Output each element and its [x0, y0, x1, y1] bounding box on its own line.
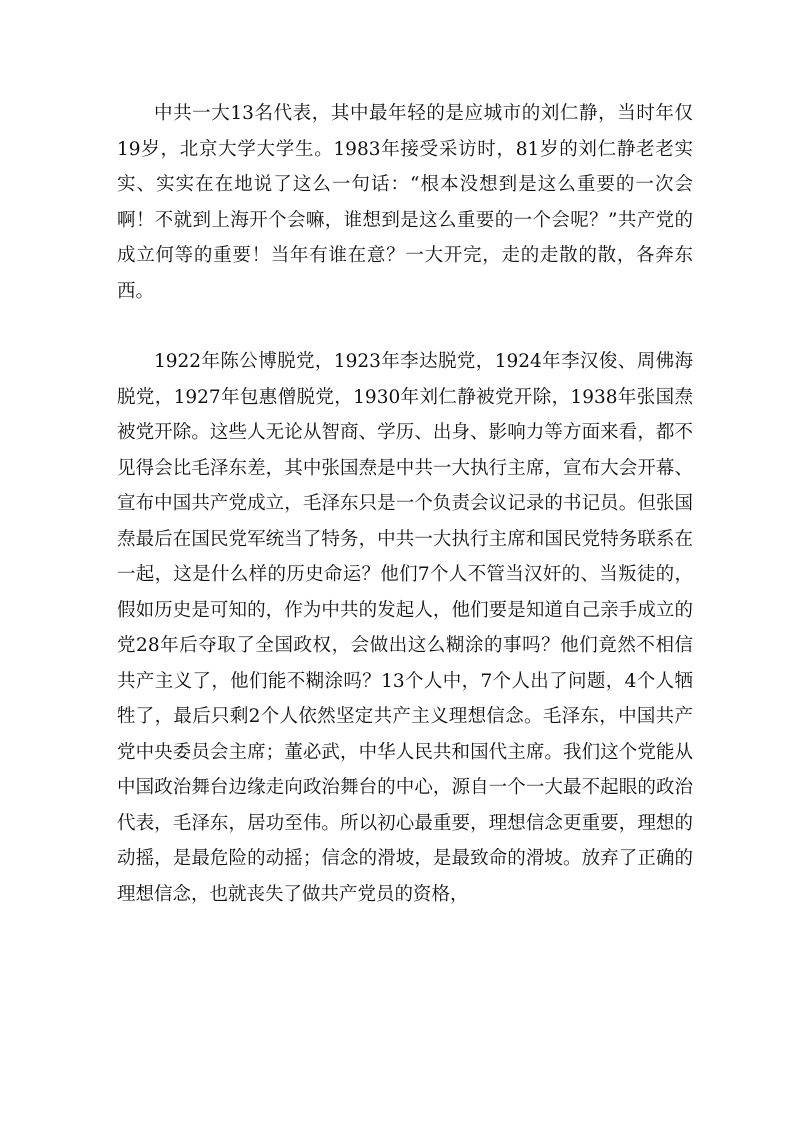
paragraph-2: 1922年陈公博脱党，1923年李达脱党，1924年李汉俊、周佛海脱党，1927年包惠僧脱党，1930年刘仁静被党开除，1938年张国焘被党开除。这些人无论从智商、学历、出身、影响力等方面来看，都不见得会比毛泽东差，其中张国焘是中共一大执行主席，宣布大会开幕、宣布中国共产党成立，毛泽东只是一个负责会议记录的书记员。但张国焘最后在国民党军统当了特务，中共一大执行主席和国民党特务联系在一起，这是什么样的历史命运？他们7个人不管当汉奸的、当叛徒的，假如历史是可知的，作为中共的发起人，他们要是知道自己亲手成立的党28年后夺取了全国政权，会做出这么糊涂的事吗？他们竟然不相信共产主义了，他们能不糊涂吗？13个人中，7个人出了问题，4个人牺牲了，最后只剩2个人依然坚定共产主义理想信念。毛泽东，中国共产党中央委员会主席；董必武，中华人民共和国代主席。我们这个党能从中国政治舞台边缘走向政治舞台的中心，源自一个一大最不起眼的政治代表，毛泽东，居功至伟。所以初心最重要，理想信念更重要，理想的动摇，是最危险的动摇；信念的滑坡，是最致命的滑坡。放弃了正确的理想信念，也就丧失了做共产党员的资格，	[117, 351, 693, 905]
document-body	[117, 96, 693, 912]
paragraph-1: 中共一大13名代表，其中最年轻的是应城市的刘仁静，当时年仅19岁，北京大学大学生。1983年接受采访时，81岁的刘仁静老老实实、实实在在地说了这么一句话：“根本没想到是这么重要的一次会啊！不就到上海开个会嘛，谁想到是这么重要的一个会呢？”共产党的成立何等的重要！当年有谁在意？一大开完，走的走散的散，各奔东西。	[117, 103, 693, 302]
